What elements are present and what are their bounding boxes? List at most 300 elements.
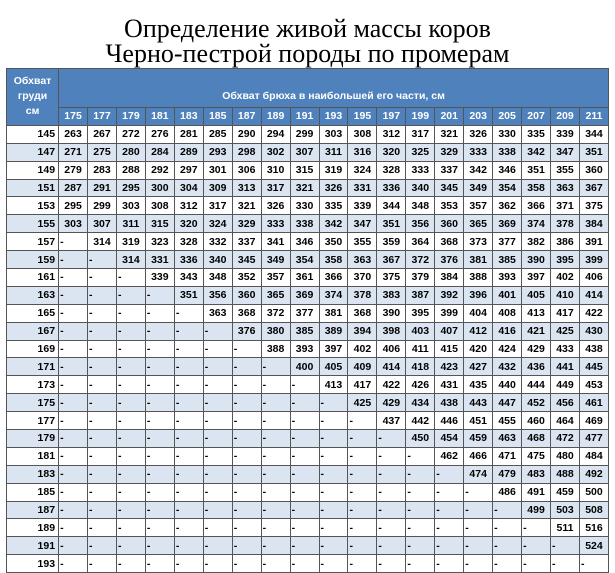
weight-cell: - — [145, 304, 174, 322]
weight-cell: - — [59, 430, 88, 448]
weight-cell: 413 — [522, 304, 551, 322]
weight-cell: 306 — [232, 161, 261, 179]
weight-cell: 399 — [435, 304, 464, 322]
weight-cell: 454 — [435, 430, 464, 448]
belly-column-header: 203 — [464, 108, 493, 126]
weight-cell: - — [88, 555, 117, 573]
weight-cell: 500 — [579, 483, 608, 501]
weight-cell: - — [493, 537, 522, 555]
weight-cell: - — [88, 376, 117, 394]
weight-cell: 477 — [579, 430, 608, 448]
weight-cell: 492 — [579, 465, 608, 483]
weight-cell: 344 — [579, 125, 608, 143]
weight-cell: - — [493, 519, 522, 537]
weight-cell: 339 — [145, 269, 174, 287]
belly-header: Обхват брюха в наибольшей его части, см — [59, 69, 609, 108]
weight-cell: 491 — [522, 483, 551, 501]
weight-cell: - — [59, 269, 88, 287]
weight-cell: 279 — [59, 161, 88, 179]
weight-cell: 345 — [435, 179, 464, 197]
weight-cell: - — [116, 483, 145, 501]
weight-cell: 390 — [522, 251, 551, 269]
weight-cell: - — [116, 537, 145, 555]
weight-cell: 437 — [377, 412, 406, 430]
chest-girth-cell: 161 — [7, 269, 59, 287]
weight-cell: 468 — [522, 430, 551, 448]
weight-cell: 349 — [261, 251, 290, 269]
weight-cell: - — [203, 501, 232, 519]
belly-column-header: 185 — [203, 108, 232, 126]
weight-cell: 382 — [522, 233, 551, 251]
weight-cell: 450 — [406, 430, 435, 448]
weight-cell: - — [406, 501, 435, 519]
table-row — [7, 161, 609, 179]
weight-cell: 474 — [464, 465, 493, 483]
weight-cell: - — [203, 447, 232, 465]
weight-cell: - — [464, 483, 493, 501]
weight-cell: - — [377, 430, 406, 448]
weight-cell: 291 — [88, 179, 117, 197]
weight-cell: - — [145, 376, 174, 394]
weight-cell: - — [319, 412, 348, 430]
weight-cell: 358 — [522, 179, 551, 197]
weight-cell: 365 — [261, 286, 290, 304]
weight-cell: 333 — [464, 143, 493, 161]
chest-girth-cell: 169 — [7, 340, 59, 358]
weight-cell: 335 — [522, 125, 551, 143]
chest-girth-cell: 165 — [7, 304, 59, 322]
weight-cell: - — [348, 447, 377, 465]
weight-cell: - — [174, 376, 203, 394]
weight-cell: 308 — [145, 197, 174, 215]
weight-cell: 387 — [406, 286, 435, 304]
weight-cell: - — [493, 501, 522, 519]
weight-cell: 307 — [88, 215, 117, 233]
weight-cell: - — [232, 519, 261, 537]
weight-cell: 396 — [464, 286, 493, 304]
weight-cell: 402 — [551, 269, 580, 287]
weight-cell: 338 — [493, 143, 522, 161]
weight-cell: - — [348, 412, 377, 430]
weight-cell: 285 — [203, 125, 232, 143]
weight-cell: - — [348, 537, 377, 555]
weight-cell: 456 — [551, 394, 580, 412]
weight-cell: - — [232, 358, 261, 376]
belly-column-header: 205 — [493, 108, 522, 126]
weight-cell: - — [377, 447, 406, 465]
weight-cell: - — [551, 555, 580, 573]
weight-cell: 461 — [579, 394, 608, 412]
weight-cell: - — [290, 447, 319, 465]
weight-cell: - — [116, 340, 145, 358]
weight-cell: 263 — [59, 125, 88, 143]
weight-cell: 347 — [551, 143, 580, 161]
weight-cell: - — [377, 519, 406, 537]
weight-cell: - — [59, 286, 88, 304]
weight-cell: - — [522, 519, 551, 537]
weight-cell: 379 — [406, 269, 435, 287]
weight-cell: 362 — [493, 197, 522, 215]
weight-cell: - — [145, 465, 174, 483]
weight-cell: 443 — [464, 394, 493, 412]
weight-cell: - — [261, 358, 290, 376]
weight-cell: 302 — [261, 143, 290, 161]
weight-cell: 410 — [551, 286, 580, 304]
weight-cell: - — [377, 555, 406, 573]
weight-cell: 404 — [464, 304, 493, 322]
table-row — [7, 125, 609, 143]
weight-cell: 329 — [435, 143, 464, 161]
weight-cell: - — [435, 555, 464, 573]
weight-cell: 294 — [261, 125, 290, 143]
weight-cell: 328 — [174, 233, 203, 251]
weight-cell: 385 — [290, 322, 319, 340]
weight-cell: - — [493, 555, 522, 573]
weight-cell: - — [203, 376, 232, 394]
weight-cell: 329 — [232, 215, 261, 233]
weight-cell: 407 — [435, 322, 464, 340]
weight-cell: - — [88, 501, 117, 519]
table-row — [7, 519, 609, 537]
weight-cell: 317 — [261, 179, 290, 197]
weight-cell: - — [203, 394, 232, 412]
weight-cell: 303 — [319, 125, 348, 143]
weight-cell: 356 — [203, 286, 232, 304]
weight-cell: 423 — [435, 358, 464, 376]
weight-cell: 299 — [290, 125, 319, 143]
weight-cell: - — [261, 537, 290, 555]
weight-cell: 380 — [261, 322, 290, 340]
weight-cell: 480 — [551, 447, 580, 465]
weight-cell: 392 — [435, 286, 464, 304]
weight-cell: 331 — [145, 251, 174, 269]
weight-cell: - — [319, 483, 348, 501]
weight-cell: 358 — [319, 251, 348, 269]
weight-cell: 343 — [174, 269, 203, 287]
weight-cell: - — [203, 322, 232, 340]
weight-cell: - — [377, 501, 406, 519]
weight-cell: 395 — [406, 304, 435, 322]
weight-cell: - — [88, 537, 117, 555]
weight-cell: - — [88, 286, 117, 304]
weight-cell: 281 — [174, 125, 203, 143]
table-row — [7, 286, 609, 304]
weight-cell: - — [116, 358, 145, 376]
weight-cell: - — [406, 519, 435, 537]
weight-cell: - — [464, 555, 493, 573]
weight-cell: 433 — [551, 340, 580, 358]
chest-girth-cell: 155 — [7, 215, 59, 233]
weight-cell: 452 — [522, 394, 551, 412]
weight-cell: - — [522, 537, 551, 555]
weight-cell: 336 — [377, 179, 406, 197]
weight-cell: 397 — [522, 269, 551, 287]
weight-cell: - — [88, 394, 117, 412]
chest-girth-cell: 171 — [7, 358, 59, 376]
weight-cell: - — [59, 447, 88, 465]
weight-cell: - — [174, 519, 203, 537]
belly-column-header: 189 — [261, 108, 290, 126]
weight-cell: 413 — [319, 376, 348, 394]
weight-cell: - — [348, 465, 377, 483]
weight-cell: 321 — [435, 125, 464, 143]
weight-cell: - — [59, 251, 88, 269]
weight-cell: 348 — [203, 269, 232, 287]
weight-cell: 336 — [174, 251, 203, 269]
weight-cell: 324 — [348, 161, 377, 179]
weight-cell: 430 — [579, 322, 608, 340]
weight-cell: - — [174, 447, 203, 465]
weight-cell: - — [88, 465, 117, 483]
belly-column-header: 195 — [348, 108, 377, 126]
weight-cell: - — [406, 483, 435, 501]
weight-cell: - — [116, 322, 145, 340]
weight-cell: 356 — [406, 215, 435, 233]
weight-cell: - — [174, 555, 203, 573]
weight-cell: 378 — [348, 286, 377, 304]
weight-cell: 313 — [232, 179, 261, 197]
weight-cell: - — [377, 465, 406, 483]
weight-cell: 440 — [493, 376, 522, 394]
weight-cell: 376 — [232, 322, 261, 340]
weight-cell: - — [174, 322, 203, 340]
weight-cell: 330 — [493, 125, 522, 143]
chest-girth-cell: 159 — [7, 251, 59, 269]
table-row — [7, 376, 609, 394]
weight-cell: - — [174, 304, 203, 322]
weight-cell: - — [319, 501, 348, 519]
weight-cell: - — [59, 412, 88, 430]
weight-cell: - — [59, 483, 88, 501]
weight-cell: - — [145, 412, 174, 430]
weight-cell: - — [174, 412, 203, 430]
belly-column-header: 193 — [319, 108, 348, 126]
weight-cell: - — [174, 465, 203, 483]
weight-cell: - — [116, 555, 145, 573]
weight-cell: 402 — [348, 340, 377, 358]
weight-cell: 359 — [377, 233, 406, 251]
weight-cell: - — [88, 412, 117, 430]
weight-cell: 314 — [88, 233, 117, 251]
table-row — [7, 394, 609, 412]
weight-cell: - — [348, 430, 377, 448]
page-title: Определение живой массы коров — [124, 14, 491, 43]
weight-cell: - — [232, 465, 261, 483]
weight-cell: - — [59, 555, 88, 573]
weight-cell: - — [59, 233, 88, 251]
weight-cell: - — [88, 340, 117, 358]
weight-cell: - — [551, 537, 580, 555]
weight-cell: 284 — [145, 143, 174, 161]
weight-cell: - — [145, 340, 174, 358]
weight-cell: 438 — [435, 394, 464, 412]
weight-cell: 400 — [290, 358, 319, 376]
weight-cell: - — [435, 501, 464, 519]
weight-cell: 417 — [551, 304, 580, 322]
weight-cell: - — [59, 465, 88, 483]
weight-cell: 367 — [377, 251, 406, 269]
weight-cell: 377 — [290, 304, 319, 322]
weight-cell: 371 — [551, 197, 580, 215]
weight-cell: - — [116, 519, 145, 537]
weight-cell: 455 — [493, 412, 522, 430]
weight-cell: 368 — [348, 304, 377, 322]
weight-cell: 319 — [116, 233, 145, 251]
weight-cell: 351 — [174, 286, 203, 304]
weight-cell: - — [116, 269, 145, 287]
weight-cell: 352 — [232, 269, 261, 287]
weight-cell: 503 — [551, 501, 580, 519]
weight-cell: 399 — [579, 251, 608, 269]
weight-cell: 435 — [464, 376, 493, 394]
weight-cell: - — [261, 376, 290, 394]
weight-cell: 418 — [406, 358, 435, 376]
weight-cell: - — [174, 340, 203, 358]
weight-cell: - — [59, 501, 88, 519]
weight-cell: - — [203, 340, 232, 358]
weight-cell: - — [232, 430, 261, 448]
weight-cell: - — [464, 519, 493, 537]
table-row — [7, 537, 609, 555]
weight-cell: - — [377, 537, 406, 555]
weight-cell: 287 — [59, 179, 88, 197]
weight-cell: - — [59, 358, 88, 376]
weight-cell: 444 — [522, 376, 551, 394]
weight-cell: - — [116, 430, 145, 448]
table-row — [7, 233, 609, 251]
weight-cell: 372 — [406, 251, 435, 269]
weight-cell: 383 — [377, 286, 406, 304]
weight-cell: 421 — [522, 322, 551, 340]
corner-header-line: Обхват — [13, 75, 52, 88]
weight-cell: 295 — [59, 197, 88, 215]
weight-cell: 355 — [551, 161, 580, 179]
weight-cell: - — [145, 394, 174, 412]
weight-cell: 353 — [435, 197, 464, 215]
chest-girth-cell: 151 — [7, 179, 59, 197]
weight-cell: - — [464, 501, 493, 519]
weight-cell: - — [203, 430, 232, 448]
weight-cell: - — [116, 304, 145, 322]
weight-cell: 424 — [493, 340, 522, 358]
weight-cell: 333 — [261, 215, 290, 233]
weight-cell: 449 — [551, 376, 580, 394]
belly-column-header: 211 — [579, 108, 608, 126]
weight-cell: 280 — [116, 143, 145, 161]
table-row — [7, 197, 609, 215]
weight-cell: 372 — [261, 304, 290, 322]
weight-cell: 289 — [174, 143, 203, 161]
weight-cell: 422 — [377, 376, 406, 394]
weight-cell: 508 — [579, 501, 608, 519]
weight-cell: 425 — [551, 322, 580, 340]
belly-column-header: 199 — [406, 108, 435, 126]
weight-cell: 293 — [203, 143, 232, 161]
weight-cell: 414 — [579, 286, 608, 304]
weight-cell: 340 — [406, 179, 435, 197]
weight-cell: - — [290, 483, 319, 501]
weight-cell: - — [145, 447, 174, 465]
weight-cell: 331 — [348, 179, 377, 197]
weight-cell: 316 — [348, 143, 377, 161]
weight-cell: 267 — [88, 125, 117, 143]
weight-cell: - — [59, 537, 88, 555]
weight-cell: 315 — [145, 215, 174, 233]
chest-girth-cell: 189 — [7, 519, 59, 537]
weight-cell: 381 — [464, 251, 493, 269]
weight-cell: - — [319, 465, 348, 483]
weight-cell: 524 — [579, 537, 608, 555]
weight-cell: 349 — [464, 179, 493, 197]
weight-cell: 441 — [551, 358, 580, 376]
weight-cell: - — [261, 447, 290, 465]
weight-cell: - — [435, 519, 464, 537]
weight-cell: - — [174, 483, 203, 501]
weight-cell: 303 — [59, 215, 88, 233]
weight-cell: - — [319, 537, 348, 555]
weight-cell: 276 — [145, 125, 174, 143]
weight-cell: - — [174, 501, 203, 519]
weight-cell: - — [435, 537, 464, 555]
belly-column-header: 177 — [88, 108, 117, 126]
weight-cell: - — [145, 519, 174, 537]
weight-cell: 377 — [493, 233, 522, 251]
weight-cell: - — [348, 519, 377, 537]
weight-cell: 484 — [579, 447, 608, 465]
weight-cell: 376 — [435, 251, 464, 269]
table-row — [7, 358, 609, 376]
weight-cell: - — [88, 304, 117, 322]
table-row — [7, 179, 609, 197]
weight-cell: 434 — [406, 394, 435, 412]
weight-cell: 340 — [203, 251, 232, 269]
weight-cell: - — [116, 465, 145, 483]
weight-cell: - — [116, 376, 145, 394]
table-row — [7, 304, 609, 322]
belly-column-header: 207 — [522, 108, 551, 126]
weight-cell: 393 — [493, 269, 522, 287]
weight-cell: 438 — [579, 340, 608, 358]
weight-cell: 326 — [261, 197, 290, 215]
weight-cell: - — [145, 483, 174, 501]
chest-girth-cell: 181 — [7, 447, 59, 465]
weight-cell: - — [232, 537, 261, 555]
weight-cell: 283 — [88, 161, 117, 179]
weight-cell: 360 — [232, 286, 261, 304]
weight-cell: 459 — [464, 430, 493, 448]
weight-cell: - — [88, 519, 117, 537]
weight-cell: - — [203, 412, 232, 430]
weight-cell: - — [145, 537, 174, 555]
chest-girth-cell: 167 — [7, 322, 59, 340]
weight-cell: 412 — [464, 322, 493, 340]
weight-cell: 460 — [522, 412, 551, 430]
weight-cell: - — [319, 519, 348, 537]
weight-cell: 335 — [319, 197, 348, 215]
weight-cell: - — [203, 537, 232, 555]
weight-cell: 426 — [406, 376, 435, 394]
weight-cell: 337 — [435, 161, 464, 179]
weight-cell: - — [232, 394, 261, 412]
weight-cell: - — [116, 286, 145, 304]
belly-column-header: 197 — [377, 108, 406, 126]
weight-cell: 271 — [59, 143, 88, 161]
weight-cell: - — [88, 430, 117, 448]
weight-cell: - — [88, 251, 117, 269]
weight-cell: 298 — [232, 143, 261, 161]
weight-cell: 436 — [522, 358, 551, 376]
weight-cell: 381 — [319, 304, 348, 322]
